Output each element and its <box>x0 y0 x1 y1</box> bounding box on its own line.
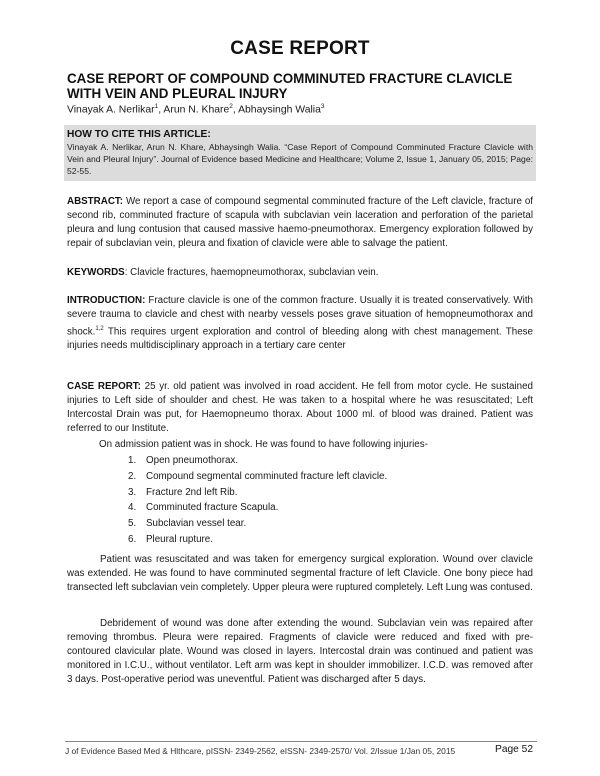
author-list: Vinayak A. Nerlikar$^1$, Arun N. Khare$^2$, Abhaysingh Walia$^3$ <box>67 103 325 116</box>
exploration-paragraph: Patient was resuscitated and was taken for emergency surgical exploration. Wound over clavicle was extended. He was found to have comminuted segmental fracture of left Clavicle. One bony piece had transected left subclavian vein completely. Upper pleura were ruptured completely. Left Lung was contused. <box>67 554 533 593</box>
injuries-intro: On admission patient was in shock. He was found to have following injuries- <box>99 439 428 450</box>
case-report-text: 25 yr. old patient was involved in road accident. He fell from motor cycle. He sustained injuries to Left side of shoulder and chest. He was taken to a hospital where he was resuscitated; Left Intercostal Drain was put, for Haemopneumo thorax. About 1000 ml. of blood was drained. Patient was referred to our Institute. <box>67 381 533 434</box>
procedure-paragraph: Debridement of wound was done after extending the wound. Subclavian vein was repaired after removing thrombus. Pleura were repaired. Fragments of clavicle were reduced and fixed with pre-contoured clavicular plate. Wound was closed in layers. Intercostal drain was continued and patient was monitored in I.C.U., without ventilator. Left arm was kept in shoulder immobilizer. I.C.D. was removed after 3 days. Post-operative period was uneventful. Patient was discharged after 5 days. <box>67 618 533 685</box>
author-name: Vinayak A. Nerlikar <box>67 104 155 116</box>
list-item: 2. Compound segmental comminuted fracture left clavicle. <box>128 470 388 482</box>
introduction-text-cont: This requires urgent exploration and control of bleeding along with chest management. These injuries needs multidisciplinary approach in a tertiary care center <box>67 326 533 352</box>
list-item: 1. Open pneumothorax. <box>128 455 239 466</box>
list-item: 6. Pleural rupture. <box>128 533 213 545</box>
keywords-paragraph <box>67 266 533 280</box>
introduction-text: Fracture clavicle is one of the common fracture. Usually it is treated conservatively. With severe trauma to clavicle and chest with nearby vessels poses grave situation of hemopneumothorax and shock. <box>67 295 533 338</box>
keywords-label: KEYWORDS <box>67 267 125 278</box>
author-affiliation-mark: 2 <box>229 103 233 110</box>
author-affiliation-mark: 3 <box>320 103 325 110</box>
case-report-label: CASE REPORT: <box>67 381 141 392</box>
abstract-paragraph <box>67 195 533 251</box>
abstract-text: We report a case of compound segmental comminuted fracture of the Left clavicle, fracture of second rib, comminuted fracture of scapula with subclavian vein laceration and perforation of the parietal pleura and lung contusion that caused massive haemo-pneumothorax. Emergency exploration followed by repair of subclavian vein, pleura and fixation of clavicle were able to salvage the patient. <box>67 196 533 249</box>
citation-heading: HOW TO CITE THIS ARTICLE: <box>67 129 211 140</box>
list-item: 4. Comminuted fracture Scapula. <box>128 502 279 514</box>
page-section-title: CASE REPORT <box>230 38 370 59</box>
paper-title: CASE REPORT OF COMPOUND COMMINUTED FRACTURE CLAVICLE WITH VEIN AND PLEURAL INJURY <box>67 71 513 101</box>
keywords-text: : Clavicle fractures, haemopneumothorax, subclavian vein. <box>124 267 379 278</box>
case-report-paragraph <box>67 380 533 436</box>
list-item: 3. Fracture 2nd left Rib. <box>128 486 238 498</box>
page-number: Page 52 <box>495 744 533 755</box>
abstract-label: ABSTRACT: <box>67 196 124 207</box>
list-item: 5. Subclavian vessel tear. <box>128 518 247 530</box>
page-footer <box>65 741 537 760</box>
injury-list <box>128 453 387 548</box>
author-name: Arun N. Khare <box>163 104 230 116</box>
footer-journal-info: J of Evidence Based Med & Hlthcare, pISSN- 2349-2562, eISSN- 2349-2570/ Vol. 2/Issue 1/Jan 05, 2015 <box>65 746 456 756</box>
author-name: Abhaysingh Walia <box>238 104 321 116</box>
introduction-paragraph <box>67 294 533 353</box>
author-affiliation-mark: 1 <box>154 103 159 110</box>
reference-mark: 1,2 <box>95 326 104 332</box>
citation-text: Vinayak A. Nerlikar, Arun N. Khare, Abhaysingh Walia. “Case Report of Compound Comminuted Fracture Clavicle with Vein and Pleural Injury”. Journal of Evidence based Medicine and Healthcare; Volume 2, Issue 1, January 05, 2015; Page: 52-55. <box>67 142 533 176</box>
introduction-label: INTRODUCTION: <box>67 295 146 306</box>
